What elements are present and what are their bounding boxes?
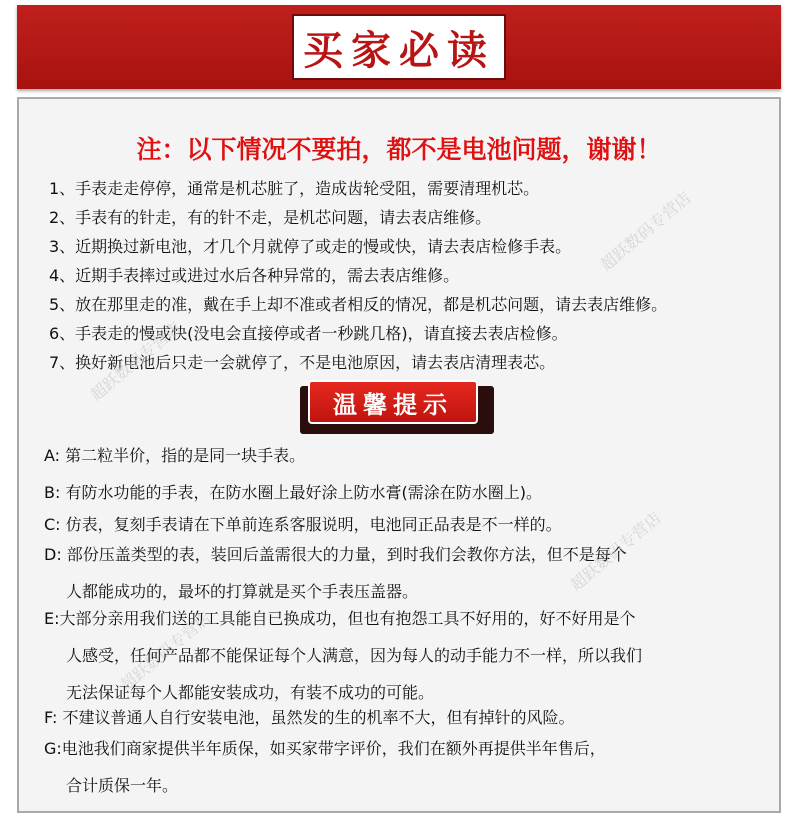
tip-item [44, 739, 774, 796]
rule-item: 6、手表走的慢或快(没电会直接停或者一秒跳几格)，请直接去表店检修。 [49, 324, 568, 343]
tip-item [44, 609, 774, 703]
tip-line: B: 有防水功能的手表，在防水圈上最好涂上防水膏(需涂在防水圈上)。 [44, 483, 542, 502]
rule-item: 5、放在那里走的准，戴在手上却不准或者相反的情况，都是机芯问题，请去表店维修。 [49, 295, 668, 314]
tips-badge [300, 386, 494, 434]
watermark: 超跃数码专营店 [116, 607, 215, 695]
page-title: 买家必读 [292, 14, 506, 80]
rule-item: 1、手表走走停停，通常是机芯脏了，造成齿轮受阻，需要清理机芯。 [49, 179, 540, 198]
tip-item [44, 515, 774, 535]
tip-item [44, 483, 774, 503]
rule-item: 7、换好新电池后只走一会就停了，不是电池原因，请去表店清理表芯。 [49, 353, 556, 372]
notice-text: 注：以下情况不要拍，都不是电池问题，谢谢！ [136, 135, 662, 164]
tip-item [44, 446, 774, 466]
rule-item: 2、手表有的针走，有的针不走，是机芯问题，请去表店维修。 [49, 208, 492, 227]
watermark: 超跃数码专营店 [86, 317, 185, 405]
tip-line: F: 不建议普通人自行安装电池，虽然发的生的机率不大，但有掉针的风险。 [44, 708, 575, 727]
rule-item: 4、近期手表摔过或进过水后各种异常的，需去表店维修。 [49, 266, 460, 285]
watermark: 超跃数码专营店 [566, 507, 665, 595]
tip-item [44, 545, 774, 602]
tip-line: 人都能成功的，最坏的打算就是买个手表压盖器。 [66, 582, 419, 601]
watermark: 超跃数码专营店 [596, 187, 695, 275]
tip-line: 人感受，任何产品都不能保证每个人满意，因为每人的动手能力不一样，所以我们 [66, 646, 643, 665]
rule-item: 3、近期换过新电池，才几个月就停了或走的慢或快，请去表店检修手表。 [49, 237, 572, 256]
tip-item [44, 708, 774, 728]
tip-line: A: 第二粒半价，指的是同一块手表。 [44, 446, 306, 465]
header-banner [17, 5, 781, 89]
tip-line: C: 仿表，复刻手表请在下单前连系客服说明，电池同正品表是不一样的。 [44, 515, 562, 534]
tip-line: D: 部份压盖类型的表，装回后盖需很大的力量，到时我们会教你方法，但不是每个 [44, 545, 627, 564]
tips-badge-label: 温馨提示 [308, 380, 478, 424]
tip-line: G:电池我们商家提供半年质保，如买家带字评价，我们在额外再提供半年售后， [44, 739, 606, 758]
tip-line: 无法保证每个人都能安装成功，有装不成功的可能。 [66, 683, 435, 702]
tip-line: 合计质保一年。 [66, 776, 179, 795]
tip-line: E:大部分亲用我们送的工具能自已换成功，但也有抱怨工具不好用的，好不好用是个 [44, 609, 636, 628]
